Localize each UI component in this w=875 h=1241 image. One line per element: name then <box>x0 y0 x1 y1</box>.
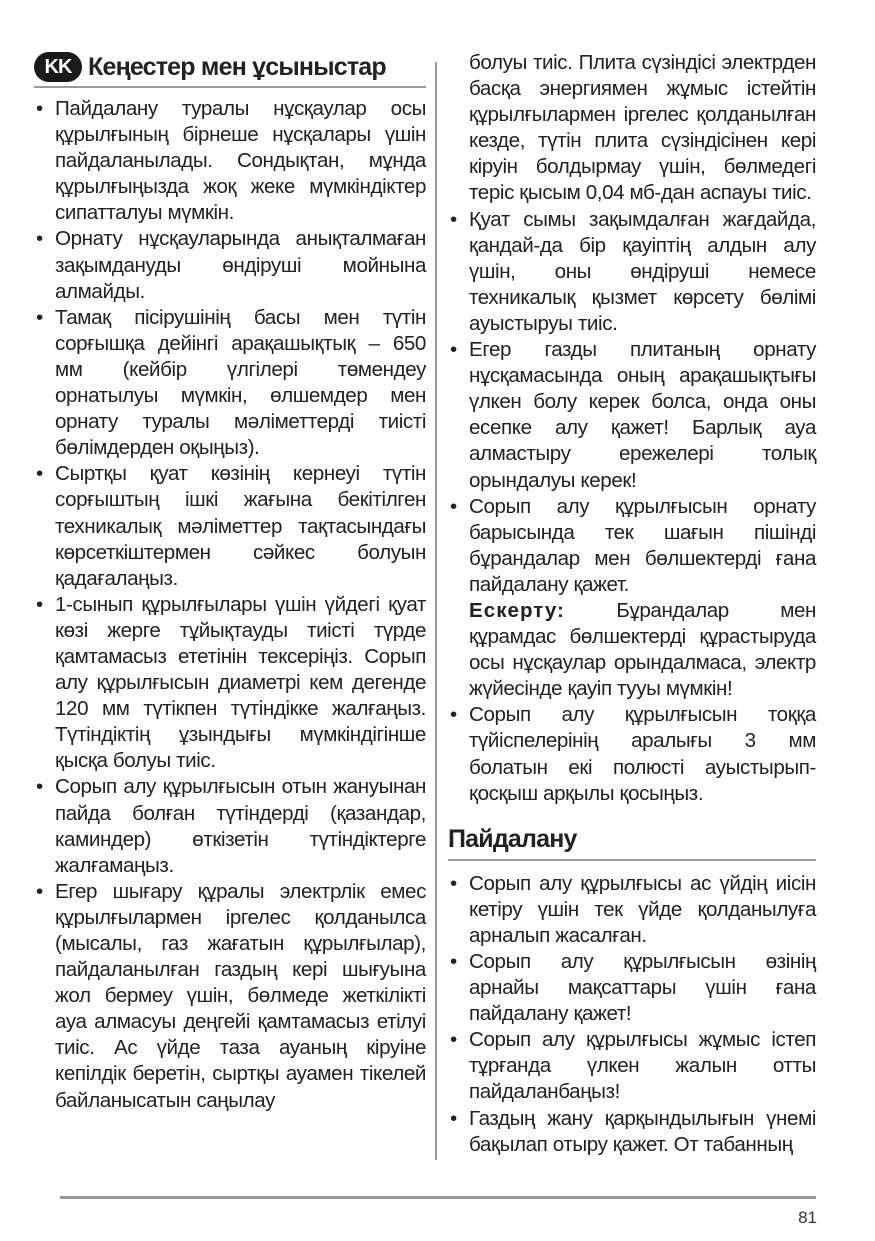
note-label: Ескерту: <box>469 598 565 622</box>
column-divider <box>435 62 437 1160</box>
list-item: • Сыртқы қуат көзінің кернеуі түтін сорғыштың ішкі жағына бекітілген техникалық мәліметтер тақтасындағы көрсеткіштермен сәйкес болуын қадағалаңыз. <box>36 462 426 590</box>
heading-rule <box>34 86 426 88</box>
list-item: • Сорып алу құрылғысын өзінің арнайы мақсаттары үшін ғана пайдалану қажет! <box>450 950 816 1026</box>
list-item: • Орнату нұсқауларында анықталмаған зақымдануды өндіруші мойнына алмайды. <box>36 227 426 303</box>
tips-list-continued-2 <box>448 702 816 806</box>
note <box>448 598 816 702</box>
list-item: • Сорып алу құрылғысы ас үйдің иісін кетіру үшін тек үйде қолданылуға арналып жасалған. <box>450 871 816 947</box>
continued-text: болуы тиіс. Плита сүзіндісі электрден басқа энергиямен жұмыс істейтін құрылғылармен іргелес қолданылған кезде, түтін плита сүзіндісінен кері кіруін болдырмау үшін, бөлмедегі теріс қысым 0,04 мб-дан аспауы тиіс. <box>469 51 816 205</box>
list-item: • Тамақ пісірушінің басы мен түтін сорғышқа дейінгі арақашықтық – 650 мм (кейбір үлгілері төмендеу орнатылуы мүмкін, өлшемдер мен орнату туралы мәліметтерді тиісті бөлімдерден оқыңыз). <box>36 305 426 460</box>
list-item: • Пайдалану туралы нұсқаулар осы құрылғының бірнеше нұсқалары үшін пайдаланылады. Сондықтан, мұнда құрылғыңызда жоқ жеке мүмкіндіктер сипатталуы мүмкін. <box>36 97 426 225</box>
list-item: • Қуат сымы зақымдалған жағдайда, қандай-да бір қауіптің алдын алу үшін, оны өндіруші немесе техникалық қызмет көрсету бөлімі ауыстыруы тиіс. <box>450 207 816 335</box>
tips-list-continued <box>448 207 816 598</box>
right-column <box>448 50 816 1158</box>
list-item: • Егер газды плитаның орнату нұсқамасында оның арақашықтығы үлкен болу керек болса, онда оны есепке алу қажет! Барлық ауа алмастыру ережелері толық орындалуы керек! <box>450 338 816 492</box>
usage-list <box>448 871 816 1158</box>
list-item: • Сорып алу құрылғысын орнату барысында тек шағын пішінді бұрандалар мен бөлшектерді ғана пайдалану қажет. <box>450 494 816 596</box>
section-heading <box>34 50 426 84</box>
list-item: • Егер шығару құралы электрлік емес құрылғылармен іргелес қолданылса (мысалы, газ жағатын құрылғылар), пайдаланылған газдың кері шығуына жол бермеу үшін, бөлмеде жеткілікті ауа алмасуы деңгейі қамтамасыз етілуі тиіс. Ас үйде таза ауаның кіруіне кепілдік беретін, сыртқы ауамен тікелей байланысатын саңылау <box>36 879 426 1112</box>
note-text: Бұрандалар мен құрамдас бөлшектерді құрастыруда осы нұсқаулар орындалмаса, электр жүйесінде қауіп тууы мүмкін! <box>469 598 817 701</box>
list-item: • Сорып алу құрылғысын тоққа түйіспелерінің аралығы 3 мм болатын екі полюсті ауыстырып-қосқыш арқылы қосыңыз. <box>450 703 816 805</box>
tips-list <box>34 96 426 1114</box>
language-badge: KK <box>34 52 82 82</box>
heading-rule <box>448 859 816 861</box>
list-item: • Сорып алу құрылғысы жұмыс істеп тұрғанда үлкен жалын отты пайдаланбаңыз! <box>450 1028 816 1104</box>
list-item: • Газдың жану қарқындылығын үнемі бақылап отыру қажет. От табанның <box>450 1106 816 1156</box>
list-item: • 1-сынып құрылғылары үшін үйдегі қуат көзі жерге тұйықтауды тиісті түрде қамтамасыз ететінін тексеріңіз. Сорып алу құрылғысын диаметрі кем дегенде 120 мм түтікпен түтіндікке жалғаңыз. Түтіндіктің ұзындығы мүмкіндігінше қысқа болуы тиіс. <box>36 592 426 773</box>
left-column <box>34 50 426 1114</box>
section-title: Кеңестер мен ұсыныстар <box>88 52 386 81</box>
usage-heading: Пайдалану <box>448 824 577 853</box>
footer-rule <box>60 1196 816 1199</box>
page-number: 81 <box>798 1208 817 1227</box>
list-item: • Сорып алу құрылғысын отын жануынан пайда болған түтіндерді (қазандар, каминдер) өткізетін түтіндіктерге жалғамаңыз. <box>36 775 426 877</box>
